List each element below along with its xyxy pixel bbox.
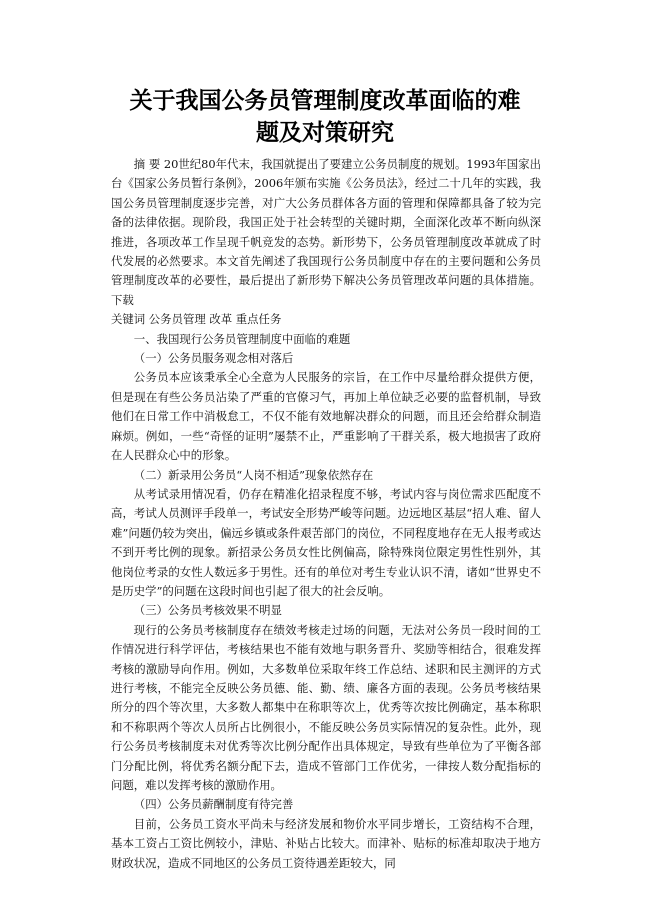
document-title-line-2: 题及对策研究	[256, 120, 394, 146]
paragraph-1: 公务员本应该秉承全心全意为人民服务的宗旨，在工作中尽量给群众提供方便，但是现在有些公务员沾染了严重的官僚习气，再加上单位缺乏必要的监督机制，导致他们在日常工作中消极怠工，不仅不能有效地解决群众的问题，而且还会给群众制造麻烦。例如，一些“奇怪的证明”屡禁不止，严重影响了干群关系，极大地损害了政府在人民群众心中的形象。	[111, 370, 541, 463]
document-title-line-1: 关于我国公务员管理制度改革面临的难	[129, 88, 521, 114]
subsection-heading-3: （三）公务员考核效果不明显	[133, 603, 282, 618]
subsection-heading-1: （一）公务员服务观念相对落后	[133, 351, 294, 366]
subsection-heading-2: （二）新录用公务员“人岗不相适”现象依然存在	[133, 467, 374, 482]
paragraph-4: 目前，公务员工资水平尚未与经济发展和物价水平同步增长，工资结构不合理，基本工资占工资比例较小，津贴、补贴占比较大。而津补、贴标的标准却取决于地方财政状况，造成不同地区的公务员工资待遇差距较大，同	[111, 816, 541, 870]
paragraph-3: 现行的公务员考核制度存在绩效考核走过场的问题，无法对公务员一段时间的工作情况进行科学评估，考核结果也不能有效地与职务晋升、奖励等相结合，很难发挥考核的激励导向作用。例如，大多数单位采取年终工作总结、述职和民主测评的方式进行考核，不能完全反映公务员德、能、勤、绩、廉各方面的表现。公务员考核结果所分的四个等次里，大多数人都集中在称职等次上，优秀等次按比例确定，基本称职和不称职两个等次人员所占比例很小，不能反映公务员实际情况的复杂性。此外，现行公务员考核制度未对优秀等次比例分配作出具体规定，导致有些单位为了平衡各部门分配比例，将优秀名额分配下去，造成不管部门工作优劣，一律按人数分配指标的问题，难以发挥考核的激励作用。	[111, 622, 541, 792]
paragraph-2: 从考试录用情况看，仍存在精准化招录程度不够，考试内容与岗位需求匹配度不高，考试人员测评手段单一，考试安全形势严峻等问题。边远地区基层“招人难、留人难”问题仍较为突出，偏远乡镇或条件艰苦部门的岗位，不同程度地存在无人报考或达不到开考比例的现象。新招录公务员女性比例偏高，除特殊岗位限定男性性别外，其他岗位考录的女性人数远多于男性。还有的单位对考生专业认识不清，诸如“世界史不是历史学”的问题在这段时间也引起了很大的社会反响。	[111, 486, 541, 598]
section-heading-1: 一、我国现行公务员管理制度中面临的难题	[133, 331, 351, 346]
document-body	[111, 155, 541, 873]
subsection-heading-4: （四）公务员薪酬制度有待完善	[133, 797, 294, 812]
abstract-paragraph: 摘 要 20世纪80年代末，我国就提出了要建立公务员制度的规划。1993年国家出台《国家公务员暂行条例》，2006年颁布实施《公务员法》，经过二十几年的实践，我国公务员管理制度逐步完善，对广大公务员群体各方面的管理和保障都具备了较为完备的法律依据。现阶段，我国正处于社会转型的关键时期，全面深化改革不断向纵深推进，各项改革工作呈现千帆竞发的态势。新形势下，公务员管理制度改革就成了时代发展的必然要求。本文首先阐述了我国现行公务员制度中存在的主要问题和公务员管理制度改革的必要性，最后提出了新形势下解决公务员管理改革问题的具体措施。 下载	[111, 157, 541, 307]
keywords-line: 关键词 公务员管理 改革 重点任务	[111, 312, 282, 327]
